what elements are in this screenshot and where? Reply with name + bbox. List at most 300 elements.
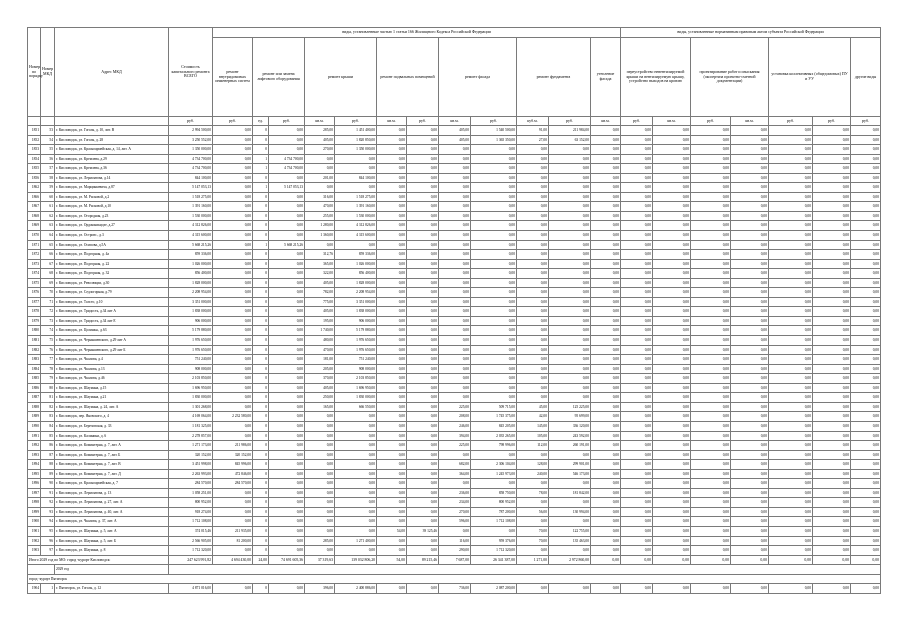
table-cell: 0,00	[269, 316, 305, 326]
table-cell: 0,00	[407, 393, 439, 403]
table-cell: 0,00	[471, 173, 517, 183]
table-cell: 76	[41, 345, 55, 355]
table-cell: 0,00	[471, 288, 517, 298]
col-header-pitched-roof: переустройство невентилируемой крыши на вентилируемую крышу, устройство выходов на кровлю	[621, 38, 691, 117]
table-cell: 0,00	[769, 135, 813, 145]
table-row	[28, 269, 881, 279]
table-cell: 88	[41, 460, 55, 470]
table-cell: 0,00	[769, 211, 813, 221]
table-cell: 0,00	[769, 173, 813, 183]
table-cell: 0,00	[769, 526, 813, 536]
table-cell: 86	[41, 441, 55, 451]
table-cell: 1870	[28, 231, 41, 241]
table-cell: 0	[253, 221, 269, 231]
table-cell: 0,00	[691, 431, 731, 441]
table-body	[28, 126, 881, 594]
table-cell: 89	[41, 469, 55, 479]
table-cell: 0,00	[213, 431, 253, 441]
table-cell: 0,00	[377, 393, 407, 403]
table-cell: 0,00	[377, 240, 407, 250]
table-cell: 66	[41, 250, 55, 260]
table-cell: 0	[253, 584, 269, 594]
table-cell: 0,00	[213, 364, 253, 374]
table-cell: 0,00	[653, 231, 691, 241]
table-cell: 0,00	[549, 326, 591, 336]
table-cell: 0,00	[471, 326, 517, 336]
table-cell: 1873	[28, 259, 41, 269]
table-cell: 1886	[28, 383, 41, 393]
table-cell: 0,00	[691, 192, 731, 202]
table-cell: 0,00	[439, 526, 471, 536]
table-cell: 472 846,00	[213, 469, 253, 479]
table-cell: 94	[41, 517, 55, 527]
table-cell: 0,00	[851, 231, 881, 241]
table-cell: 3 351 000,00	[169, 297, 213, 307]
table-cell: 0,00	[335, 240, 377, 250]
table-cell: 0,00	[591, 211, 621, 221]
table-cell: 0,00	[691, 145, 731, 155]
table-cell: 0,00	[851, 584, 881, 594]
total-cell: 2 972 860,00	[549, 555, 591, 565]
unit-cell: руб.	[407, 117, 439, 126]
table-cell: 0,00	[813, 469, 851, 479]
table-cell: 322,00	[305, 269, 335, 279]
table-cell: 0,00	[407, 250, 439, 260]
table-cell: 0	[253, 173, 269, 183]
table-cell: 0,00	[407, 269, 439, 279]
table-cell: 0,00	[471, 526, 517, 536]
table-cell: 0,00	[305, 507, 335, 517]
table-cell: 0,00	[653, 336, 691, 346]
table-cell: 0,00	[377, 345, 407, 355]
table-cell: 0,00	[591, 460, 621, 470]
total-cell: 247 623 991,82	[169, 555, 213, 565]
table-cell: 0,00	[517, 202, 549, 212]
table-cell: 0,00	[621, 326, 653, 336]
table-cell: 0,00	[591, 536, 621, 546]
table-cell: 0,00	[621, 441, 653, 451]
table-cell: 0,00	[851, 412, 881, 422]
table-cell: 1 540 500,00	[471, 126, 517, 136]
table-cell: 751 240,00	[335, 355, 377, 365]
table-cell: 112,00	[517, 441, 549, 451]
table-row	[28, 326, 881, 336]
table-cell: 0,00	[731, 345, 769, 355]
table-cell: 0,00	[517, 326, 549, 336]
table-cell: 782,00	[305, 288, 335, 298]
table-cell: 0,00	[549, 393, 591, 403]
table-cell: 0,00	[813, 536, 851, 546]
table-cell: 0,00	[407, 402, 439, 412]
address-cell: г. Кисловодск, ул. Коминтерна, д. 7, лит. А	[55, 441, 169, 451]
table-cell: 54,00	[377, 526, 407, 536]
table-cell: 1 518 275,00	[169, 192, 213, 202]
table-cell: 0,00	[269, 536, 305, 546]
table-cell: 5 668 215,26	[269, 240, 305, 250]
table-cell: 0,00	[549, 231, 591, 241]
table-cell: 0,00	[769, 383, 813, 393]
table-cell: 73	[41, 316, 55, 326]
table-cell: 0,00	[269, 278, 305, 288]
table-cell: 0,00	[269, 460, 305, 470]
table-cell: 67	[41, 259, 55, 269]
address-cell: г. Кисловодск, ул. Гоголя, д. 10, лит. В	[55, 126, 169, 136]
table-cell: 0,00	[439, 231, 471, 241]
table-cell: 0,00	[213, 584, 253, 594]
address-cell: г. Кисловодск, ул. Революции, д.30	[55, 278, 169, 288]
table-cell: 0,00	[517, 383, 549, 393]
table-cell: 0,00	[335, 441, 377, 451]
table-cell: 0,00	[691, 297, 731, 307]
table-cell: 0,00	[691, 316, 731, 326]
table-cell: 0,00	[769, 240, 813, 250]
table-cell: 92	[41, 498, 55, 508]
table-cell: 1	[253, 154, 269, 164]
table-cell: 0,00	[731, 202, 769, 212]
table-cell: 0,00	[517, 297, 549, 307]
table-cell: 0,00	[591, 269, 621, 279]
table-cell: 0,00	[549, 383, 591, 393]
table-row	[28, 584, 881, 594]
table-cell: 0,00	[691, 507, 731, 517]
table-cell: 0,00	[591, 441, 621, 451]
address-cell: г. Кисловодск, ул. Калинина, д. 6	[55, 431, 169, 441]
table-cell: 0,00	[269, 374, 305, 384]
table-cell: 0,00	[621, 421, 653, 431]
table-cell: 0,00	[471, 202, 517, 212]
table-cell: 0,00	[549, 355, 591, 365]
table-cell: 0,00	[769, 164, 813, 174]
table-cell: 105,00	[517, 431, 549, 441]
table-cell: 0,00	[813, 431, 851, 441]
table-cell: 236,00	[439, 488, 471, 498]
table-cell: 0	[253, 421, 269, 431]
table-cell: 0,00	[731, 441, 769, 451]
table-cell: 4 312 826,00	[169, 221, 213, 231]
table-cell: 0,00	[621, 498, 653, 508]
table-cell: 0,00	[769, 221, 813, 231]
table-cell: 0,00	[213, 259, 253, 269]
table-cell: 0,00	[213, 297, 253, 307]
table-cell: 0,00	[653, 498, 691, 508]
table-cell: 0,00	[269, 250, 305, 260]
table-cell: 0,00	[439, 297, 471, 307]
table-cell: 374 015,46	[169, 526, 213, 536]
table-cell: 0,00	[769, 231, 813, 241]
table-cell: 0,00	[407, 488, 439, 498]
table-cell: 1895	[28, 469, 41, 479]
table-cell: 63	[41, 221, 55, 231]
unit-cell: руб.	[851, 117, 881, 126]
table-cell: 0,00	[691, 250, 731, 260]
table-cell: 0,00	[769, 259, 813, 269]
table-cell: 0	[253, 355, 269, 365]
table-cell: 284 570,00	[213, 479, 253, 489]
table-cell: 320 152,00	[169, 450, 213, 460]
table-cell: 0,00	[731, 488, 769, 498]
table-cell: 364,00	[439, 469, 471, 479]
table-cell: 0,00	[653, 297, 691, 307]
address-cell: г. Кисловодск, ул. Красноармейская, д. 14, лит. А	[55, 145, 169, 155]
table-cell: 0	[253, 412, 269, 422]
total-cell: 0,00	[591, 555, 621, 565]
table-cell: 0,00	[769, 450, 813, 460]
table-cell: 0,00	[731, 479, 769, 489]
table-cell: 0,00	[769, 297, 813, 307]
table-cell: 1 976 650,00	[169, 336, 213, 346]
total-cell: 24,00	[253, 555, 269, 565]
table-cell: 0,00	[549, 164, 591, 174]
table-cell: 0,00	[377, 278, 407, 288]
total-cell: 0,00	[691, 555, 731, 565]
table-cell: 0,00	[653, 240, 691, 250]
table-cell: 0,00	[691, 307, 731, 317]
table-cell: 0,00	[549, 336, 591, 346]
table-cell: 285,00	[305, 536, 335, 546]
table-cell: 4 734 700,00	[169, 164, 213, 174]
table-cell: 122 755,00	[549, 526, 591, 536]
table-cell: 0,00	[851, 211, 881, 221]
table-cell: 0,00	[269, 441, 305, 451]
table-cell: 0,00	[439, 336, 471, 346]
table-cell: 181,00	[305, 355, 335, 365]
table-cell: 1900	[28, 517, 41, 527]
table-cell: 2 103 850,00	[335, 374, 377, 384]
table-cell: 0,00	[269, 526, 305, 536]
spacer-cell	[169, 565, 881, 575]
table-cell: 0,00	[439, 326, 471, 336]
table-row	[28, 221, 881, 231]
table-cell: 0	[253, 517, 269, 527]
table-cell: 844 100,00	[169, 173, 213, 183]
table-cell: 0,00	[621, 393, 653, 403]
col-header-design: проектирование работ и изыскания (экспертиза проектно-сметной документации)	[691, 38, 769, 117]
table-cell: 1 301 268,00	[169, 402, 213, 412]
capital-repair-table-sheet	[27, 27, 878, 594]
table-cell: 736,00	[439, 584, 471, 594]
table-cell: 0,00	[769, 154, 813, 164]
table-cell: 0,00	[407, 278, 439, 288]
table-cell: 1 976 650,00	[335, 345, 377, 355]
table-cell: 0,00	[621, 383, 653, 393]
table-cell: 0,00	[549, 211, 591, 221]
table-cell: 0,00	[407, 288, 439, 298]
table-cell: 0,00	[305, 240, 335, 250]
table-cell: 0,00	[731, 393, 769, 403]
table-cell: 0,00	[591, 402, 621, 412]
table-cell: 312,76	[305, 250, 335, 260]
table-cell: 0,00	[691, 584, 731, 594]
address-cell: г. Кисловодск, пер. Яновского, д. 4	[55, 412, 169, 422]
address-cell: г. Кисловодск, ул. Тридость, д.34 лит Е	[55, 316, 169, 326]
table-cell: 58	[41, 173, 55, 183]
table-cell: 63 152,00	[549, 135, 591, 145]
table-cell: 0,00	[731, 126, 769, 136]
table-cell: 0,00	[335, 479, 377, 489]
table-cell: 0,00	[517, 145, 549, 155]
table-cell: 0,00	[731, 231, 769, 241]
table-cell: 0,00	[621, 173, 653, 183]
table-cell: 0,00	[213, 221, 253, 231]
table-cell: 0,00	[813, 460, 851, 470]
table-row	[28, 231, 881, 241]
table-cell: 546 173,00	[549, 469, 591, 479]
table-cell: 0,00	[407, 374, 439, 384]
table-cell: 0,00	[269, 517, 305, 527]
table-cell: 0,00	[591, 202, 621, 212]
table-cell: 0,00	[731, 192, 769, 202]
table-cell: 1 976 650,00	[169, 345, 213, 355]
table-cell: 0,00	[549, 259, 591, 269]
table-cell: 0,00	[407, 307, 439, 317]
table-cell: 0,00	[591, 164, 621, 174]
table-cell: 0,00	[439, 164, 471, 174]
table-cell: 0	[253, 364, 269, 374]
table-cell: 844 100,00	[335, 173, 377, 183]
table-cell: 299 901,00	[549, 460, 591, 470]
table-cell: 0,00	[213, 164, 253, 174]
table-cell: 0,00	[549, 240, 591, 250]
table-cell: 0	[253, 211, 269, 221]
table-cell: 0,00	[591, 383, 621, 393]
table-cell: 0,00	[471, 145, 517, 155]
table-cell: 0,00	[407, 221, 439, 231]
table-cell: 84	[41, 421, 55, 431]
table-cell: 0,00	[813, 173, 851, 183]
table-cell: 0,00	[591, 336, 621, 346]
table-cell: 0,00	[439, 345, 471, 355]
table-row	[28, 173, 881, 183]
table-cell: 0,00	[407, 126, 439, 136]
table-cell: 0,00	[517, 278, 549, 288]
table-cell: 0,00	[653, 364, 691, 374]
table-cell: 1 696 950,00	[169, 383, 213, 393]
table-cell: 0,00	[439, 211, 471, 221]
table-cell: 0,00	[813, 479, 851, 489]
table-cell: 1 518 275,00	[335, 192, 377, 202]
unit-cell: кв.м.	[439, 117, 471, 126]
table-cell: 0,00	[731, 145, 769, 155]
table-cell: 0,00	[213, 336, 253, 346]
table-cell: 0,00	[621, 355, 653, 365]
total-cell: 0,00	[851, 555, 881, 565]
table-cell: 270,00	[439, 507, 471, 517]
table-cell: 1 350 000,00	[169, 145, 213, 155]
address-cell: г. Кисловодск, ул. Чернышевского, д.29 лит А	[55, 336, 169, 346]
table-cell: 0,00	[591, 498, 621, 508]
table-cell: 2 103 850,00	[169, 374, 213, 384]
total-cell: 1 271,00	[517, 555, 549, 565]
table-cell: 0,00	[471, 269, 517, 279]
table-cell: 0,00	[851, 441, 881, 451]
table-cell: 0,00	[813, 326, 851, 336]
table-cell: 0,00	[731, 498, 769, 508]
table-cell: 0,00	[549, 479, 591, 489]
table-cell: 0,00	[407, 202, 439, 212]
table-cell: 0,00	[269, 479, 305, 489]
table-cell: 0,00	[213, 145, 253, 155]
total-cell: 37 319,63	[305, 555, 335, 565]
unit-cell: куб.м.	[517, 117, 549, 126]
table-cell: 0,00	[213, 307, 253, 317]
table-cell: 0,00	[691, 526, 731, 536]
table-cell: 0,00	[517, 355, 549, 365]
table-cell: 0,00	[377, 374, 407, 384]
address-cell: г. Кисловодск, ул. Коминтерна, д. 7, лит. Д	[55, 469, 169, 479]
table-cell: 0	[253, 135, 269, 145]
table-cell: 27,00	[517, 135, 549, 145]
col-header-metering: установка коллективных (общедомовых) ПУ и УУ	[769, 38, 851, 117]
table-cell: 0,00	[653, 145, 691, 155]
table-cell: 83	[41, 412, 55, 422]
table-cell: 0,00	[731, 383, 769, 393]
table-cell: 0,00	[377, 126, 407, 136]
table-cell: 0,00	[691, 135, 731, 145]
table-cell: 470,00	[305, 202, 335, 212]
table-cell: 0,00	[407, 431, 439, 441]
table-cell: 0,00	[377, 307, 407, 317]
table-cell: 0,00	[335, 517, 377, 527]
col-header-facade: ремонт фасада	[439, 38, 517, 117]
table-cell: 0,00	[813, 250, 851, 260]
table-cell: 0,00	[269, 412, 305, 422]
table-cell: 81	[41, 393, 55, 403]
table-cell: 0,00	[407, 536, 439, 546]
table-cell: 0,00	[691, 393, 731, 403]
table-cell: 0,00	[769, 183, 813, 193]
table-cell: 1875	[28, 278, 41, 288]
table-cell: 0,00	[621, 221, 653, 231]
table-cell: 0,00	[691, 412, 731, 422]
table-cell: 0,00	[591, 326, 621, 336]
table-cell: 1904	[28, 584, 41, 594]
table-cell: 0,00	[769, 488, 813, 498]
table-cell: 0,00	[471, 297, 517, 307]
address-cell: г. Кисловодск, ул. Березовская, д. 33	[55, 421, 169, 431]
table-cell: 0,00	[653, 536, 691, 546]
table-cell: 0,00	[653, 479, 691, 489]
total-cell: 4 694 430,00	[213, 555, 253, 565]
table-cell: 1899	[28, 507, 41, 517]
table-cell: 95 699,00	[549, 412, 591, 422]
table-cell: 0,00	[335, 164, 377, 174]
table-cell: 81 200,00	[213, 536, 253, 546]
table-cell: 0,00	[439, 145, 471, 155]
table-cell: 0	[253, 202, 269, 212]
unit-cell: руб.	[769, 117, 813, 126]
table-row	[28, 393, 881, 403]
table-cell: 0,00	[269, 355, 305, 365]
table-cell: 0,00	[851, 135, 881, 145]
table-cell: 0,00	[621, 154, 653, 164]
unit-cell: руб.	[169, 117, 213, 126]
table-cell: 0,00	[517, 259, 549, 269]
table-cell: 0,00	[769, 288, 813, 298]
table-cell: 0,00	[269, 192, 305, 202]
total-cell: 89 215,46	[407, 555, 439, 565]
table-cell: 0,00	[591, 517, 621, 527]
table-cell: 1 820 850,00	[335, 135, 377, 145]
spacer-cell	[28, 565, 55, 575]
table-cell: 125 225,00	[549, 402, 591, 412]
table-cell: 0,00	[813, 231, 851, 241]
address-cell: г. Кисловодск, ул. Толсто, д.10	[55, 297, 169, 307]
table-cell: 0,00	[769, 517, 813, 527]
address-cell: г. Кисловодск, ул. Огородная, д.23	[55, 211, 169, 221]
table-cell: 1 828 000,00	[169, 278, 213, 288]
table-cell: 0,00	[269, 269, 305, 279]
table-row	[28, 383, 881, 393]
